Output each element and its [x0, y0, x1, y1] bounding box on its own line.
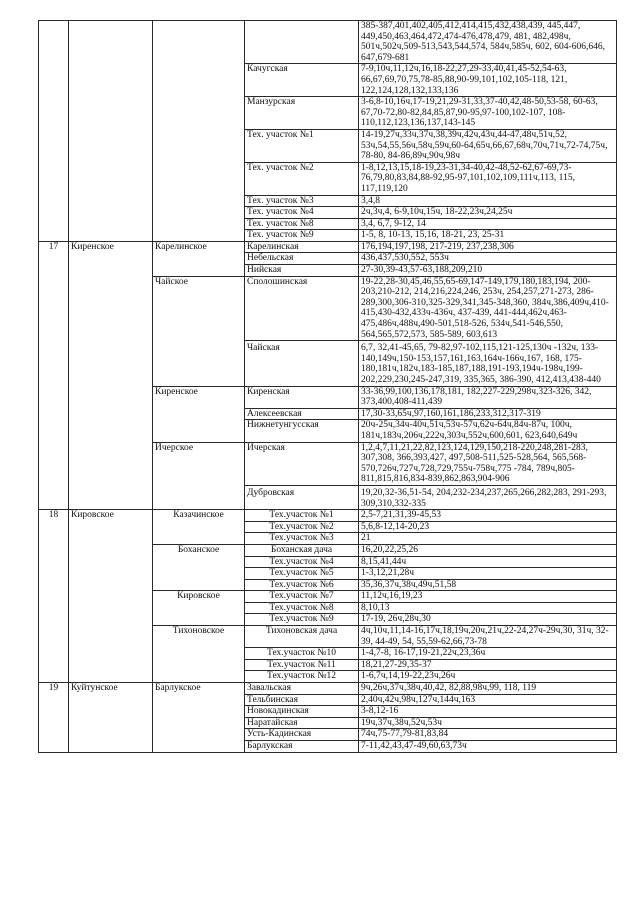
forestry-cell: Карелинское [153, 241, 245, 276]
forest-dacha-cell: Дубровская [245, 485, 359, 509]
row-number-cell: 19 [39, 683, 69, 753]
quarters-cell: 17,30-33,65ч,97,160,161,186,233,312,317-319 [359, 408, 617, 420]
quarters-cell: 35,36,37ч,38ч,49ч,51,58 [359, 579, 617, 591]
forest-dacha-cell: Тихоновская дача [245, 626, 359, 648]
forest-dacha-cell: Боханская дача [245, 544, 359, 556]
forest-dacha-cell: Нижнетунгусская [245, 420, 359, 442]
forest-dacha-cell: Тех.участок №7 [245, 591, 359, 603]
forest-dacha-cell: Наратайская [245, 717, 359, 729]
quarters-cell: 4ч,10ч,11,14-16,17ч,18,19ч,20ч,21ч,22-24,27ч-29ч,30, 31ч, 32-39, 44-49, 54, 55,59-62,66,73-78 [359, 626, 617, 648]
forest-dacha-cell: Тех.участок №4 [245, 556, 359, 568]
quarters-cell: 27-30,39-43,57-63,188,209,210 [359, 265, 617, 277]
forest-dacha-cell: Чайская [245, 341, 359, 386]
quarters-cell: 8,10,13 [359, 602, 617, 614]
quarters-cell: 6,7, 32,41-45,65, 79-82,97-102,115,121-125,130ч -132ч, 133-140,149ч,150-153,157,161,163,164ч-166ч,167, 168, 175-180,181ч,182ч,183-185,187,188,191-193,194ч-198ч,199-202,229,230,245-247,319, 335,365, 386-390, 412,413,438-440 [359, 341, 617, 386]
district-cell [69, 21, 153, 242]
quarters-cell: 3,4, 6,7, 9-12, 14 [359, 218, 617, 230]
quarters-cell: 8,15,41,44ч [359, 556, 617, 568]
quarters-cell: 176,194,197,198, 217-219, 237,238,306 [359, 241, 617, 253]
quarters-cell: 1-6,7ч,14,19-22,23ч,26ч [359, 671, 617, 683]
quarters-cell: 21 [359, 533, 617, 545]
quarters-cell: 74ч,75-77,79-81,83,84 [359, 729, 617, 741]
district-cell: Кировское [69, 510, 153, 683]
quarters-cell: 2ч,3ч,4, 6-9,10ч,15ч, 18-22,23ч,24,25ч [359, 207, 617, 219]
district-cell: Куйтунское [69, 683, 153, 753]
forestry-cell: Казачинское [153, 510, 245, 545]
quarters-cell: 3-6,8-10,16ч,17-19,21,29-31,33,37-40,42,48-50,53-58, 60-63, 67,70-72,80-82,84,85,87,90-95,97-100,102-107, 108-110,112,123,136,137,143-145 [359, 97, 617, 130]
quarters-cell: 7-9,10ч,11,12ч,16,18-22,27,29-33,40,41,45-52,54-63, 66,67,69,70,75,78-85,88,90-99,101,102,105-118, 121, 122,124,128,132,133,136 [359, 64, 617, 97]
forest-dacha-cell: Тех.участок №11 [245, 659, 359, 671]
forest-dacha-cell: Карелинская [245, 241, 359, 253]
forestry-cell: Тихоновское [153, 626, 245, 683]
table-row [39, 241, 617, 253]
quarters-cell: 14-19,27ч,33ч,37ч,38,39ч,42ч,43ч,44-47,48ч,51ч,52, 53ч,54,55,56ч,58ч,59ч,60-64,65ч,66,67,68ч,70ч,71ч,72-74,75ч, 78-80, 84-86,89ч,90ч,98ч [359, 129, 617, 162]
forest-dacha-cell: Тех.участок №3 [245, 533, 359, 545]
quarters-cell: 20ч-25ч,34ч-40ч,51ч,53ч-57ч,62ч-64ч,84ч-87ч, 100ч, 181ч,183ч,206ч,222ч,303ч,552ч,600,601, 623,640,649ч [359, 420, 617, 442]
quarters-cell: 18,21,27-29,35-37 [359, 659, 617, 671]
forestry-cell: Киренское [153, 386, 245, 442]
forest-dacha-cell: Киренская [245, 386, 359, 408]
table-row [39, 510, 617, 522]
forest-dacha-cell: Манзурская [245, 97, 359, 130]
table-row [39, 21, 617, 64]
quarters-cell: 1-8,12,13,15,18-19,23-31,34-40,42-48,52-62,67-69,73-76,79,80,83,84,88-92,95-97,101,102,109,111ч,113, 115, 117,119,120 [359, 162, 617, 195]
forest-dacha-cell: Тех. участок №3 [245, 195, 359, 207]
quarters-cell: 19ч,37ч,38ч,52ч,53ч [359, 717, 617, 729]
quarters-cell: 3,4,8 [359, 195, 617, 207]
table-row [39, 683, 617, 695]
forest-dacha-cell: Тех. участок №2 [245, 162, 359, 195]
forest-dacha-cell: Тех.участок №12 [245, 671, 359, 683]
forest-dacha-cell: Тех.участок №9 [245, 614, 359, 626]
quarters-cell: 17-19, 26ч,28ч,30 [359, 614, 617, 626]
forest-dacha-cell: Алексеевская [245, 408, 359, 420]
forest-dacha-cell: Тех.участок №1 [245, 510, 359, 522]
quarters-cell: 1-4,7-8, 16-17,19-21,22ч,23,36ч [359, 648, 617, 660]
forest-dacha-cell [245, 21, 359, 64]
quarters-cell: 9ч,26ч,37ч,38ч,40,42, 82,88,98ч,99, 118, 119 [359, 683, 617, 695]
row-number-cell: 17 [39, 241, 69, 509]
quarters-cell: 1,2,4,7,11,21,22,82,123,124,129,150,218-220,248,281-283, 307,308, 366,393,427, 497,508-511,525-528,564, 565,568-570,726ч,727ч,728,729,755ч-758ч,775 -784, 789ч,805-811,815,816,834-839,862,863,904-906 [359, 442, 617, 485]
quarters-cell: 11,12ч,16,19,23 [359, 591, 617, 603]
forest-dacha-cell: Барлукская [245, 741, 359, 753]
forest-dacha-cell: Тех.участок №5 [245, 568, 359, 580]
forest-dacha-cell: Ичерская [245, 442, 359, 485]
forest-dacha-cell: Качугская [245, 64, 359, 97]
forestry-cell: Боханское [153, 544, 245, 590]
forest-dacha-cell: Тех.участок №10 [245, 648, 359, 660]
forest-dacha-cell: Тех.участок №2 [245, 521, 359, 533]
forest-quarters-table [38, 20, 617, 753]
forest-dacha-cell: Новокадинская [245, 706, 359, 718]
quarters-cell: 3-8,12-16 [359, 706, 617, 718]
quarters-cell: 33-36,99,100,136,178,181, 182,227-229,298ч,323-326, 342, 373,400,408-411,439 [359, 386, 617, 408]
quarters-cell: 1-3,12,21,28ч [359, 568, 617, 580]
forest-dacha-cell: Нийская [245, 265, 359, 277]
forest-dacha-cell: Сполошинская [245, 276, 359, 341]
forest-dacha-cell: Тех. участок №4 [245, 207, 359, 219]
quarters-cell: 7-11,42,43,47-49,60,63,73ч [359, 741, 617, 753]
quarters-cell: 2,5-7,21,31,39-45,53 [359, 510, 617, 522]
forest-dacha-cell: Тех. участок №8 [245, 218, 359, 230]
row-number-cell: 18 [39, 510, 69, 683]
forest-dacha-cell: Усть-Кадинская [245, 729, 359, 741]
quarters-cell: 385-387,401,402,405,412,414,415,432,438,439, 445,447, 449,450,463,464,472,474-476,478,479, 481, 482,498ч, 501ч,502ч,509-513,543,544,574, 584ч,585ч, 602, 604-606,646, 647,679-681 [359, 21, 617, 64]
quarters-cell: 5,6,8-12,14-20,23 [359, 521, 617, 533]
quarters-cell: 19,20,32-36,51-54, 204,232-234,237,265,266,282,283, 291-293, 309,310,332-335 [359, 485, 617, 509]
quarters-cell: 16,20,22,25,26 [359, 544, 617, 556]
forestry-cell: Ичерское [153, 442, 245, 510]
forest-dacha-cell: Тех.участок №6 [245, 579, 359, 591]
forest-dacha-cell: Небельская [245, 253, 359, 265]
quarters-cell: 436,437,530,552, 553ч [359, 253, 617, 265]
forestry-cell: Чайское [153, 276, 245, 386]
quarters-cell: 1-5, 8, 10-13, 15,16, 18-21, 23, 25-31 [359, 230, 617, 242]
forest-dacha-cell: Тех. участок №9 [245, 230, 359, 242]
forestry-cell: Барлукское [153, 683, 245, 753]
forest-dacha-cell: Тех.участок №8 [245, 602, 359, 614]
forestry-cell: Кировское [153, 591, 245, 626]
district-cell: Киренское [69, 241, 153, 509]
forest-dacha-cell: Завальская [245, 683, 359, 695]
quarters-cell: 19-22,28-30,45,46,55,65-69,147-149,179,180,183,194, 200-203,210-212, 214,216,224,246, 253ч, 254,257,271-273, 286-289,300,306-310,325-329,341,345-348,360, 384ч,386,409ч,410-415,430-432,433ч-436ч, 437-439, 441-444,462ч,463-475,486ч,488ч,490-501,518-526, 534ч,541-546,550, 564,565,572,573, 585-589, 603,613 [359, 276, 617, 341]
row-number-cell [39, 21, 69, 242]
forest-dacha-cell: Тельбинская [245, 694, 359, 706]
forestry-cell [153, 21, 245, 242]
forest-dacha-cell: Тех. участок №1 [245, 129, 359, 162]
quarters-cell: 2,40ч,42ч,98ч,127ч,144ч,163 [359, 694, 617, 706]
